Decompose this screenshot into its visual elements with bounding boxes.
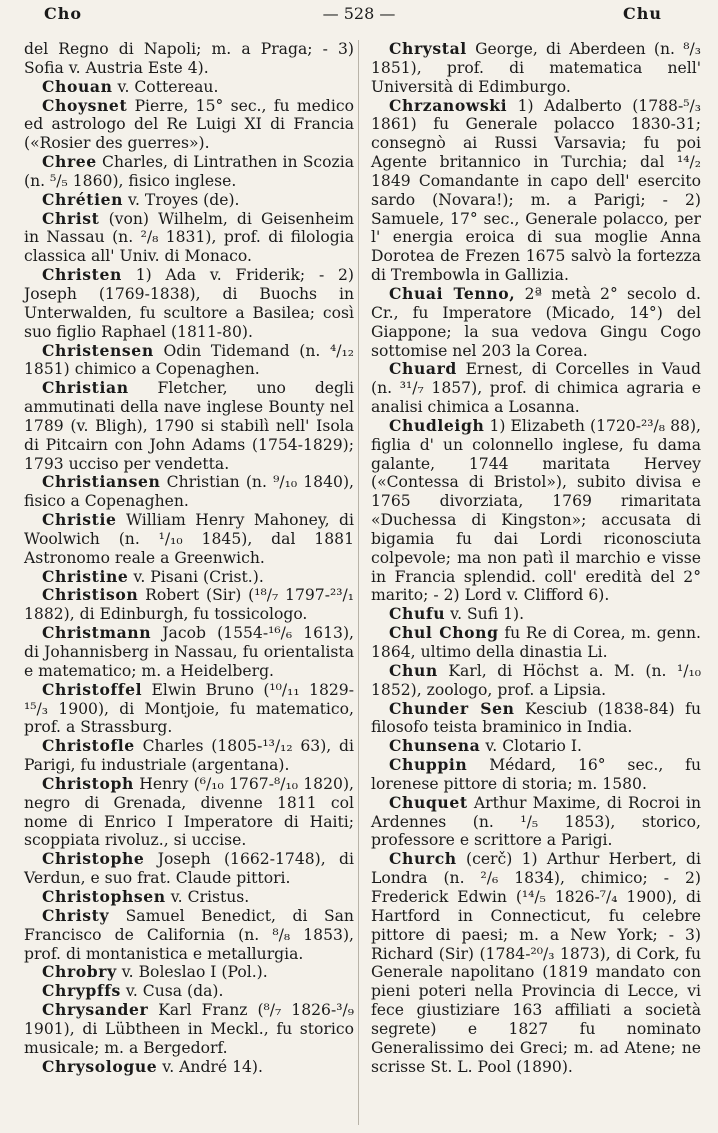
dictionary-entry: [24, 342, 354, 380]
entry-text: v. Sufi 1).: [450, 605, 525, 624]
dictionary-entry: [371, 700, 701, 738]
entry-text: v. Cusa (da).: [125, 982, 224, 1001]
entry-text: fu Re di Corea, m. genn. 1864, ultimo della dinastia Li.: [371, 624, 701, 661]
dictionary-entry: [24, 624, 354, 681]
dictionary-entry: [371, 756, 701, 794]
entry-headword: Choysnet: [42, 95, 128, 115]
dictionary-entry: [24, 737, 354, 775]
entry-headword: Chun: [389, 660, 438, 680]
entry-text: Karl Franz (⁸/₇ 1826-³/₉ 1901), di Lübtheen in Meckl., fu storico musicale; m. a Bergedorf.: [24, 1001, 354, 1057]
dictionary-entry: [24, 963, 354, 982]
entry-text: 1) Adalberto (1788-⁵/₃ 1861) fu Generale polacco 1830-31; consegnò ai Russi Varsavia; fu poi Agente britannico in Turchia; dal ¹⁴/₂ 1849 Comandante in capo dell' esercito sardo (Novara!); m. a Parigi; - 2) Samuele, 17° sec., Generale polacco, per l' energia eroica di sua moglie Anna Dorotea de Frezen 1675 salvò la fortezza di Trembowla in Gallizia.: [371, 96, 701, 285]
entry-headword: Church: [389, 849, 457, 869]
entry-text: (cerč) 1) Arthur Herbert, di Londra (n. ²/₆ 1834), chimico; - 2) Frederick Edwin (¹⁴/₅ 1826-⁷/₄ 1900), di Hartford in Connecticut, fu celebre pittore di paesi; m. a New York; - 3) Richard (Sir) (1784-²⁰/₃ 1873), di Cork, fu Generale napolitano (1819 mandato con pieni poteri nella Provincia di Lecce, vi fece giustiziare 163 affiliati a società segrete) e 1827 fu nominato Generalissimo dei Greci; m. ad Atene; ne scrisse St. L. Pool (1890).: [371, 850, 701, 1076]
entry-headword: Christie: [42, 510, 117, 530]
entry-headword: Christiansen: [42, 472, 161, 492]
dictionary-entry: [24, 982, 354, 1001]
entry-text: v. Cottereau.: [117, 77, 219, 96]
entry-text: Joseph (1662-1748), di Verdun, e suo frat. Claude pittori.: [24, 850, 354, 888]
header-right-guide-word: Chu: [623, 4, 662, 23]
entry-text: Charles (1805-¹³/₁₂ 63), di Parigi, fu industriale (argentana).: [24, 737, 354, 775]
entry-text: v. Cristus.: [170, 887, 250, 906]
dictionary-entry: [371, 624, 701, 662]
dictionary-entry: [24, 586, 354, 624]
entry-text: Charles, di Lintrathen in Scozia (n. ⁵/₅ 1860), fisico inglese.: [24, 153, 354, 190]
entry-headword: Chunder Sen: [389, 698, 515, 718]
dictionary-entry: [371, 285, 701, 360]
entry-headword: Chrzanowski: [389, 95, 508, 115]
entry-text: v. Clotario I.: [485, 737, 582, 756]
entry-headword: Christy: [42, 905, 110, 925]
entry-headword: Christison: [42, 585, 139, 605]
dictionary-entry: [24, 1001, 354, 1058]
dictionary-entry: [371, 737, 701, 756]
dictionary-entry: [24, 511, 354, 568]
entry-headword: Chuai Tenno,: [389, 283, 516, 303]
dictionary-entry: [24, 153, 354, 191]
dictionary-entry: [371, 662, 701, 700]
entry-text: Pierre, 15° sec., fu medico ed astrologo del Re Luigi XI di Francia («Rosier des guerres»).: [24, 96, 354, 153]
dictionary-entry: [371, 605, 701, 624]
entry-headword: Chrypffs: [42, 981, 121, 1001]
dictionary-entry: [24, 266, 354, 341]
entry-text: William Henry Mahoney, di Woolwich (n. ¹/₁₀ 1845), dal 1881 Astronomo reale a Greenwich.: [24, 511, 354, 567]
entry-headword: Chudleigh: [389, 415, 485, 435]
entry-text: Robert (Sir) (¹⁸/₇ 1797-²³/₁ 1882), di Edinburgh, fu tossicologo.: [24, 586, 354, 624]
entry-text: 1) Ada v. Friderik; - 2) Joseph (1769-1838), di Buochs in Unterwalden, fu scultore a Basilea; così suo figlio Raphael (1811-80).: [24, 266, 354, 341]
dictionary-entry: [371, 417, 701, 605]
entry-text: Henry (⁶/₁₀ 1767-⁸/₁₀ 1820), negro di Grenada, divenne 1811 col nome di Enrico I Imperatore di Haiti; scoppiata rivoluz., si uccise.: [24, 774, 354, 850]
entry-text: Elwin Bruno (¹⁰/₁₁ 1829-¹⁵/₃ 1900), di Montjoie, fu matematico, prof. a Strassburg.: [24, 680, 354, 737]
entry-text: Karl, di Höchst a. M. (n. ¹/₁₀ 1852), zoologo, prof. a Lipsia.: [371, 661, 701, 699]
dictionary-entry: [371, 794, 701, 851]
dictionary-entry: [24, 888, 354, 907]
entry-headword: Chree: [42, 152, 97, 172]
dictionary-entry: [371, 360, 701, 417]
dictionary-entry: [24, 568, 354, 587]
dictionary-entry: [371, 850, 701, 1076]
entry-headword: Christensen: [42, 340, 154, 360]
entry-headword: Chouan: [42, 76, 113, 96]
entry-headword: Christoffel: [42, 679, 143, 699]
entry-text: 1) Elizabeth (1720-²³/₈ 88), figlia d' un colonnello inglese, fu dama galante, 1744 maritata Hervey («Contessa di Bristol»), subito divisa e 1765 divorziata, 1769 rimaritata «Duchessa di Kingston»; accusata di bigamia fu dai Lordi riconosciuta colpevole; ma non patì il marchio e visse in Francia splendid. coll' eredità del 2° marito; - 2) Lord v. Clifford 6).: [371, 416, 701, 605]
entry-headword: Chrysologue: [42, 1056, 158, 1076]
entry-headword: Chuppin: [389, 755, 468, 775]
entry-text: Fletcher, uno degli ammutinati della nave inglese Bounty nel 1789 (v. Bligh), 1790 si stabilì nell' Isola di Pitcairn con John Adams (1754-1829); 1793 ucciso per vendetta.: [24, 379, 354, 473]
dictionary-entry: [24, 40, 354, 78]
dictionary-entry: [24, 681, 354, 738]
entry-headword: Chuard: [389, 359, 457, 379]
entry-text: v. Pisani (Crist.).: [133, 567, 264, 586]
entry-text: del Regno di Napoli; m. a Praga; - 3) Sofia v. Austria Este 4).: [24, 40, 354, 77]
dictionary-entry: [24, 473, 354, 511]
entry-text: George, di Aberdeen (n. ⁸/₃ 1851), prof. di matematica nell' Università di Edimburgo.: [371, 40, 701, 96]
entry-headword: Chufu: [389, 604, 446, 624]
entry-headword: Christ: [42, 208, 100, 228]
entry-headword: Chrétien: [42, 189, 124, 209]
dictionary-entry: [24, 775, 354, 850]
entry-text: Ernest, di Corcelles in Vaud (n. ³¹/₇ 1857), prof. di chimica agraria e analisi chimica a Losanna.: [371, 360, 701, 417]
entry-text: v. Troyes (de).: [128, 190, 240, 209]
dictionary-entry: [24, 379, 354, 473]
running-header: [0, 2, 718, 26]
entry-text: Médard, 16° sec., fu lorenese pittore di storia; m. 1580.: [371, 756, 701, 793]
entry-text: Samuel Benedict, di San Francisco de California (n. ⁸/₈ 1853), prof. di montanistica e metallurgia.: [24, 906, 354, 963]
entry-headword: Chrystal: [389, 39, 467, 58]
entry-headword: Christophe: [42, 849, 145, 869]
dictionary-entry: [24, 97, 354, 154]
entry-headword: Chrobry: [42, 962, 117, 982]
entry-headword: Christoph: [42, 773, 134, 793]
entry-text: Christian (n. ⁹/₁₀ 1840), fisico a Copenaghen.: [24, 473, 354, 511]
dictionary-entry: [24, 210, 354, 267]
dictionary-entry: [24, 1058, 354, 1077]
page-number: — 528 —: [322, 4, 396, 23]
column-divider: [358, 40, 359, 1125]
entry-headword: Chuquet: [389, 792, 468, 812]
entry-headword: Chunsena: [389, 736, 481, 756]
entry-headword: Christophsen: [42, 886, 166, 906]
dictionary-entry: [24, 907, 354, 964]
dictionary-entry: [371, 97, 701, 285]
entry-text: Kesciub (1838-84) fu filosofo teista braminico in India.: [371, 699, 701, 737]
entry-text: Jacob (1554-¹⁶/₆ 1613), di Johannisberg in Nassau, fu orientalista e matematico; m. a Heidelberg.: [24, 624, 354, 680]
dictionary-entry: [24, 78, 354, 97]
right-column: [371, 40, 701, 1076]
dictionary-entry: [371, 40, 701, 97]
entry-text: v. Boleslao I (Pol.).: [121, 963, 268, 982]
header-left-guide-word: Cho: [44, 4, 83, 23]
entry-headword: Christofle: [42, 736, 135, 756]
entry-text: v. André 14).: [162, 1057, 263, 1076]
entry-headword: Christian: [42, 378, 129, 398]
left-column: [24, 40, 354, 1076]
dictionary-entry: [24, 191, 354, 210]
entry-text: Odin Tidemand (n. ⁴/₁₂ 1851) chimico a Copenaghen.: [24, 341, 354, 379]
entry-headword: Chrysander: [42, 1000, 149, 1020]
entry-headword: Christmann: [42, 623, 152, 643]
entry-text: Arthur Maxime, di Rocroi in Ardennes (n. ¹/₅ 1853), storico, professore e scrittore a Parigi.: [371, 793, 701, 850]
entry-headword: Christen: [42, 265, 122, 285]
entry-text: (von) Wilhelm, di Geisenheim in Nassau (n. ²/₈ 1831), prof. di filologia classica all' Univ. di Monaco.: [24, 209, 354, 266]
entry-text: 2ª metà 2° secolo d. Cr., fu Imperatore (Micado, 14°) del Giappone; la sua vedova Gingu Cogo sottomise nel 203 la Corea.: [371, 284, 701, 360]
dictionary-entry: [24, 850, 354, 888]
entry-headword: Chul Chong: [389, 623, 499, 643]
entry-headword: Christine: [42, 566, 129, 586]
